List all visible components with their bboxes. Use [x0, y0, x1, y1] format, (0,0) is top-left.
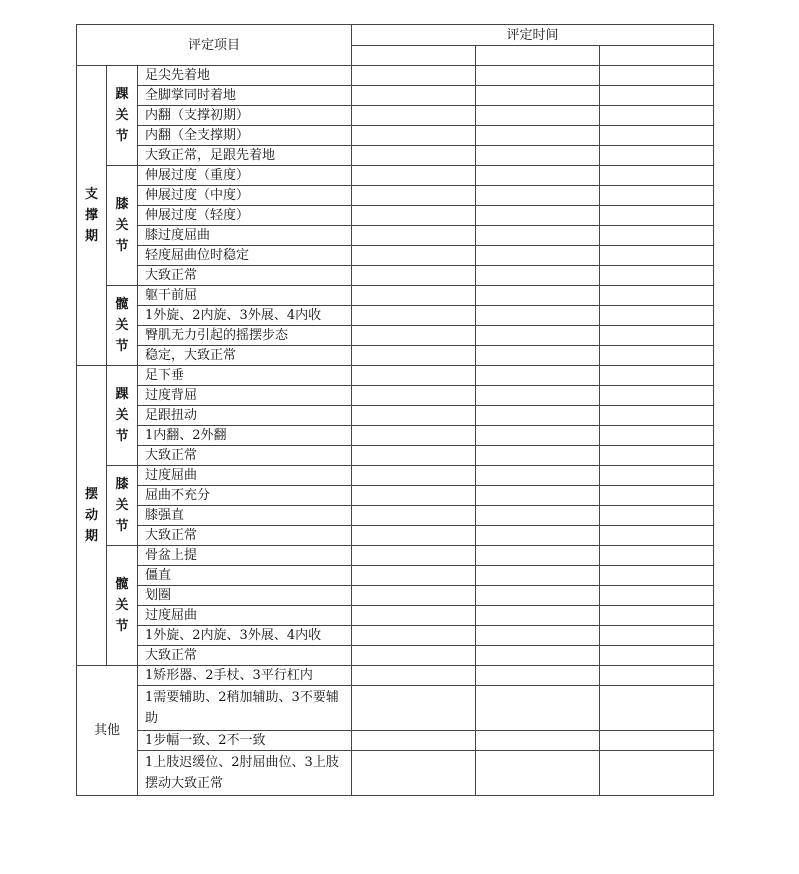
- table-row: [77, 626, 714, 646]
- score-cell[interactable]: [600, 346, 714, 366]
- joint-label-cell: [107, 466, 138, 546]
- score-cell[interactable]: [600, 326, 714, 346]
- score-cell[interactable]: [476, 406, 600, 426]
- table-row: [77, 126, 714, 146]
- score-cell[interactable]: [352, 626, 476, 646]
- score-cell[interactable]: [600, 666, 714, 686]
- assessment-item: 足尖先着地: [138, 66, 352, 86]
- score-cell[interactable]: [476, 566, 600, 586]
- score-cell[interactable]: [352, 226, 476, 246]
- score-cell[interactable]: [600, 486, 714, 506]
- joint-label-cell: [107, 546, 138, 666]
- assessment-item: 躯干前屈: [138, 286, 352, 306]
- score-cell[interactable]: [352, 566, 476, 586]
- assessment-item: 伸展过度（中度）: [138, 186, 352, 206]
- score-cell[interactable]: [600, 146, 714, 166]
- table-row: [77, 446, 714, 466]
- assessment-item: 骨盆上提: [138, 546, 352, 566]
- table-row: [77, 186, 714, 206]
- score-cell[interactable]: [476, 486, 600, 506]
- assessment-item: 1矫形器、2手杖、3平行杠内: [138, 666, 352, 686]
- assessment-item: 过度背屈: [138, 386, 352, 406]
- score-cell[interactable]: [352, 86, 476, 106]
- score-cell[interactable]: [476, 66, 600, 86]
- score-cell[interactable]: [476, 606, 600, 626]
- joint-label: 膝关节: [115, 197, 129, 254]
- gait-assessment-table: [76, 24, 714, 796]
- score-cell[interactable]: [352, 606, 476, 626]
- score-cell[interactable]: [352, 166, 476, 186]
- table-row: [77, 751, 714, 796]
- score-cell[interactable]: [476, 266, 600, 286]
- score-cell[interactable]: [476, 386, 600, 406]
- score-cell[interactable]: [600, 306, 714, 326]
- score-cell[interactable]: [352, 146, 476, 166]
- assessment-item: 屈曲不充分: [138, 486, 352, 506]
- assessment-item: 膝强直: [138, 506, 352, 526]
- phase-label-cell: [77, 366, 107, 666]
- assessment-item: 内翻（支撑初期）: [138, 106, 352, 126]
- table-row: [77, 326, 714, 346]
- assessment-item: 伸展过度（轻度）: [138, 206, 352, 226]
- joint-label: 踝关节: [115, 387, 129, 444]
- table-row: [77, 86, 714, 106]
- joint-label: 髋关节: [115, 297, 129, 354]
- joint-label: 膝关节: [115, 477, 129, 534]
- score-cell[interactable]: [600, 626, 714, 646]
- table-row: [77, 106, 714, 126]
- score-cell[interactable]: [476, 126, 600, 146]
- score-cell[interactable]: [352, 546, 476, 566]
- assessment-item: 足下垂: [138, 366, 352, 386]
- joint-label: 髋关节: [115, 577, 129, 634]
- score-cell[interactable]: [352, 426, 476, 446]
- table-row: [77, 166, 714, 186]
- score-cell[interactable]: [476, 731, 600, 751]
- table-row: [77, 406, 714, 426]
- score-cell[interactable]: [600, 546, 714, 566]
- score-cell[interactable]: [476, 146, 600, 166]
- score-cell[interactable]: [600, 751, 714, 796]
- assessment-item: 内翻（全支撑期）: [138, 126, 352, 146]
- table-row: [77, 266, 714, 286]
- table-row: [77, 686, 714, 731]
- table-row: [77, 66, 714, 86]
- time-column-3: [600, 46, 714, 66]
- assessment-item: 划圈: [138, 586, 352, 606]
- score-cell[interactable]: [352, 466, 476, 486]
- score-cell[interactable]: [352, 406, 476, 426]
- assessment-item: 大致正常，足跟先着地: [138, 146, 352, 166]
- score-cell[interactable]: [476, 346, 600, 366]
- score-cell[interactable]: [352, 366, 476, 386]
- score-cell[interactable]: [476, 426, 600, 446]
- assessment-item: 大致正常: [138, 266, 352, 286]
- table-row: [77, 366, 714, 386]
- assessment-item: 僵直: [138, 566, 352, 586]
- assessment-item: 足跟扭动: [138, 406, 352, 426]
- score-cell[interactable]: [476, 306, 600, 326]
- score-cell[interactable]: [352, 106, 476, 126]
- score-cell[interactable]: [476, 751, 600, 796]
- score-cell[interactable]: [352, 386, 476, 406]
- score-cell[interactable]: [476, 166, 600, 186]
- score-cell[interactable]: [476, 86, 600, 106]
- score-cell[interactable]: [476, 206, 600, 226]
- table-row: [77, 646, 714, 666]
- score-cell[interactable]: [476, 506, 600, 526]
- joint-label-cell: [107, 366, 138, 466]
- table-row: [77, 286, 714, 306]
- other-label: 其他: [77, 666, 138, 796]
- assessment-item: 1外旋、2内旋、3外展、4内收: [138, 626, 352, 646]
- table-row: [77, 246, 714, 266]
- score-cell[interactable]: [352, 526, 476, 546]
- header-time: 评定时间: [352, 25, 714, 46]
- score-cell[interactable]: [352, 266, 476, 286]
- score-cell[interactable]: [600, 646, 714, 666]
- score-cell[interactable]: [600, 606, 714, 626]
- score-cell[interactable]: [352, 586, 476, 606]
- assessment-item: 臀肌无力引起的摇摆步态: [138, 326, 352, 346]
- table-row: [77, 386, 714, 406]
- assessment-item: 1内翻、2外翻: [138, 426, 352, 446]
- table-row: [77, 226, 714, 246]
- score-cell[interactable]: [352, 646, 476, 666]
- table-row: [77, 666, 714, 686]
- score-cell[interactable]: [352, 346, 476, 366]
- score-cell[interactable]: [600, 586, 714, 606]
- score-cell[interactable]: [600, 266, 714, 286]
- score-cell[interactable]: [352, 686, 476, 731]
- assessment-item: 大致正常: [138, 446, 352, 466]
- score-cell[interactable]: [600, 126, 714, 146]
- score-cell[interactable]: [600, 686, 714, 731]
- assessment-item: 过度屈曲: [138, 466, 352, 486]
- score-cell[interactable]: [476, 686, 600, 731]
- assessment-item: 伸展过度（重度）: [138, 166, 352, 186]
- score-cell[interactable]: [352, 66, 476, 86]
- table-row: [77, 146, 714, 166]
- assessment-item: 大致正常: [138, 526, 352, 546]
- score-cell[interactable]: [352, 126, 476, 146]
- phase-label-cell: [77, 66, 107, 366]
- table-row: [77, 306, 714, 326]
- phase-label: 摆动期: [84, 487, 98, 544]
- time-column-2: [476, 46, 600, 66]
- score-cell[interactable]: [600, 406, 714, 426]
- score-cell[interactable]: [352, 751, 476, 796]
- table-row: [77, 566, 714, 586]
- score-cell[interactable]: [476, 646, 600, 666]
- score-cell[interactable]: [600, 731, 714, 751]
- table-row: [77, 426, 714, 446]
- assessment-item: 1上肢迟缓位、2肘屈曲位、3上肢摆动大致正常: [138, 751, 352, 796]
- joint-label-cell: [107, 286, 138, 366]
- score-cell[interactable]: [476, 246, 600, 266]
- score-cell[interactable]: [476, 586, 600, 606]
- score-cell[interactable]: [352, 206, 476, 226]
- assessment-item: 1外旋、2内旋、3外展、4内收: [138, 306, 352, 326]
- score-cell[interactable]: [476, 666, 600, 686]
- score-cell[interactable]: [600, 446, 714, 466]
- header-row: [77, 25, 714, 46]
- score-cell[interactable]: [600, 366, 714, 386]
- assessment-item: 稳定，大致正常: [138, 346, 352, 366]
- score-cell[interactable]: [600, 246, 714, 266]
- joint-label: 踝关节: [115, 87, 129, 144]
- score-cell[interactable]: [352, 286, 476, 306]
- table-row: [77, 526, 714, 546]
- time-column-1: [352, 46, 476, 66]
- table-row: [77, 731, 714, 751]
- score-cell[interactable]: [600, 566, 714, 586]
- joint-label-cell: [107, 66, 138, 166]
- score-cell[interactable]: [600, 506, 714, 526]
- score-cell[interactable]: [476, 106, 600, 126]
- table-row: [77, 586, 714, 606]
- score-cell[interactable]: [600, 526, 714, 546]
- score-cell[interactable]: [600, 166, 714, 186]
- table-row: [77, 486, 714, 506]
- table-row: [77, 506, 714, 526]
- assessment-item: 大致正常: [138, 646, 352, 666]
- assessment-item: 1步幅一致、2不一致: [138, 731, 352, 751]
- score-cell[interactable]: [476, 366, 600, 386]
- score-cell[interactable]: [352, 186, 476, 206]
- assessment-item: 1需要辅助、2稍加辅助、3不要辅助: [138, 686, 352, 731]
- score-cell[interactable]: [600, 466, 714, 486]
- table-row: [77, 606, 714, 626]
- score-cell[interactable]: [600, 286, 714, 306]
- score-cell[interactable]: [600, 66, 714, 86]
- score-cell[interactable]: [476, 546, 600, 566]
- score-cell[interactable]: [476, 626, 600, 646]
- table-row: [77, 466, 714, 486]
- score-cell[interactable]: [352, 306, 476, 326]
- table-row: [77, 346, 714, 366]
- assessment-item: 过度屈曲: [138, 606, 352, 626]
- score-cell[interactable]: [476, 286, 600, 306]
- table-row: [77, 206, 714, 226]
- score-cell[interactable]: [476, 526, 600, 546]
- score-cell[interactable]: [476, 326, 600, 346]
- score-cell[interactable]: [476, 186, 600, 206]
- score-cell[interactable]: [600, 226, 714, 246]
- table-row: [77, 546, 714, 566]
- score-cell[interactable]: [352, 731, 476, 751]
- score-cell[interactable]: [476, 226, 600, 246]
- score-cell[interactable]: [476, 466, 600, 486]
- score-cell[interactable]: [600, 426, 714, 446]
- score-cell[interactable]: [352, 506, 476, 526]
- score-cell[interactable]: [600, 386, 714, 406]
- score-cell[interactable]: [352, 446, 476, 466]
- joint-label-cell: [107, 166, 138, 286]
- phase-label: 支撑期: [84, 187, 98, 244]
- assessment-item: 轻度屈曲位时稳定: [138, 246, 352, 266]
- score-cell[interactable]: [600, 86, 714, 106]
- score-cell[interactable]: [476, 446, 600, 466]
- score-cell[interactable]: [600, 186, 714, 206]
- score-cell[interactable]: [600, 206, 714, 226]
- score-cell[interactable]: [352, 326, 476, 346]
- header-item: 评定项目: [77, 25, 352, 66]
- assessment-item: 膝过度屈曲: [138, 226, 352, 246]
- score-cell[interactable]: [352, 246, 476, 266]
- score-cell[interactable]: [352, 486, 476, 506]
- score-cell[interactable]: [600, 106, 714, 126]
- score-cell[interactable]: [352, 666, 476, 686]
- assessment-item: 全脚掌同时着地: [138, 86, 352, 106]
